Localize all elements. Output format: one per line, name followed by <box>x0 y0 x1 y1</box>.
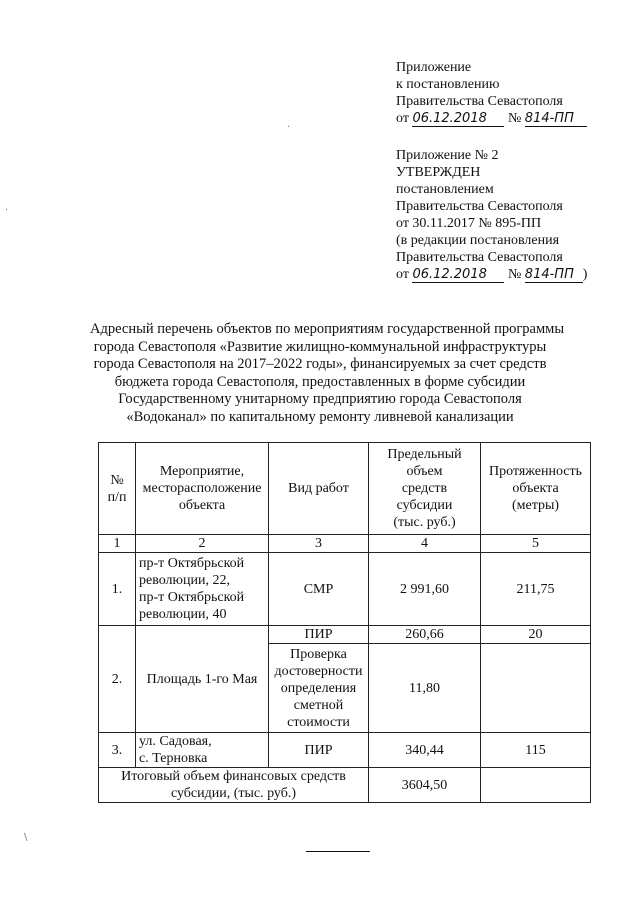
approval-line: от 30.11.2017 № 895-ПП <box>396 216 542 231</box>
column-number-row <box>99 535 591 553</box>
row-subsidy-limit: 11,80 <box>369 644 481 733</box>
title-line: Адресный перечень объектов по мероприятиям государственной программы <box>90 321 565 337</box>
approval-line: Правительства Севастополя <box>396 250 563 265</box>
table-row <box>99 626 591 644</box>
row-work-type: ПИР <box>269 733 369 768</box>
row-subsidy-limit: 260,66 <box>369 626 481 644</box>
row-length: 211,75 <box>481 553 591 626</box>
document-title <box>90 321 565 426</box>
title-line: города Севастополя «Развитие жилищно-коммунальной инфраструктуры <box>93 338 547 355</box>
number-sign: № <box>507 267 522 282</box>
bottom-divider <box>306 851 370 852</box>
handwritten-date: 06.12.2018 <box>412 267 504 283</box>
appendix-header <box>396 59 587 127</box>
header-length: Протяженность объекта (метры) <box>481 443 591 535</box>
row-num: 1. <box>99 553 136 626</box>
total-row <box>99 768 591 803</box>
objects-table <box>98 442 591 803</box>
col-number: 4 <box>369 535 481 553</box>
row-num: 2. <box>99 626 136 733</box>
total-label: Итоговый объем финансовых средств субсидии, (тыс. руб.) <box>99 768 369 803</box>
approval-line: Правительства Севастополя <box>396 199 563 214</box>
handwritten-date: 06.12.2018 <box>412 111 504 127</box>
table-row <box>99 553 591 626</box>
scan-mark: · <box>287 122 291 133</box>
row-length: 20 <box>481 626 591 644</box>
row-event: пр-т Октябрьской революции, 22, пр-т Октябрьской революции, 40 <box>136 553 269 626</box>
row-event: ул. Садовая, с. Терновка <box>136 733 269 768</box>
row-length <box>481 644 591 733</box>
col-number: 5 <box>481 535 591 553</box>
header-work-type: Вид работ <box>269 443 369 535</box>
table-header-row <box>99 443 591 535</box>
header-num: № п/п <box>99 443 136 535</box>
header-date-line <box>396 110 587 127</box>
row-length: 115 <box>481 733 591 768</box>
row-subsidy-limit: 2 991,60 <box>369 553 481 626</box>
row-work-type: Проверка достоверности определения сметной стоимости <box>269 644 369 733</box>
header-line: Правительства Севастополя <box>396 94 563 109</box>
handwritten-number: 814-ПП <box>525 267 583 283</box>
approval-date-line <box>396 266 587 283</box>
scan-mark: \ <box>24 832 28 843</box>
col-number: 3 <box>269 535 369 553</box>
header-subsidy-limit: Предельный объем средств субсидии (тыс. руб.) <box>369 443 481 535</box>
approval-line: постановлением <box>396 182 494 197</box>
approval-block <box>396 147 587 283</box>
row-work-type: ПИР <box>269 626 369 644</box>
title-line: города Севастополя на 2017–2022 годы», финансируемых за счет средств <box>93 356 547 372</box>
header-line: Приложение <box>396 60 472 75</box>
ot-label: от <box>396 267 409 282</box>
row-event: Площадь 1-го Мая <box>136 626 269 733</box>
approval-line: Приложение № 2 <box>396 148 499 163</box>
handwritten-number: 814-ПП <box>525 111 587 127</box>
approval-line: УТВЕРЖДЕН <box>396 165 481 180</box>
row-num: 3. <box>99 733 136 768</box>
total-length <box>481 768 591 803</box>
number-sign: № <box>507 111 522 126</box>
header-line: к постановлению <box>396 77 500 92</box>
ot-label: от <box>396 111 409 126</box>
header-event: Мероприятие, месторасположение объекта <box>136 443 269 535</box>
col-number: 1 <box>99 535 136 553</box>
col-number: 2 <box>136 535 269 553</box>
table-row <box>99 733 591 768</box>
closing-paren: ) <box>582 267 588 282</box>
approval-line: (в редакции постановления <box>396 233 560 248</box>
row-work-type: СМР <box>269 553 369 626</box>
scan-mark: · <box>5 205 9 216</box>
title-line: бюджета города Севастополя, предоставленных в форме субсидии <box>114 373 526 390</box>
row-subsidy-limit: 340,44 <box>369 733 481 768</box>
total-value: 3604,50 <box>369 768 481 803</box>
title-line: Государственному унитарному предприятию города Севастополя <box>118 391 522 407</box>
title-line: «Водоканал» по капитальному ремонту ливневой канализации <box>126 408 514 425</box>
